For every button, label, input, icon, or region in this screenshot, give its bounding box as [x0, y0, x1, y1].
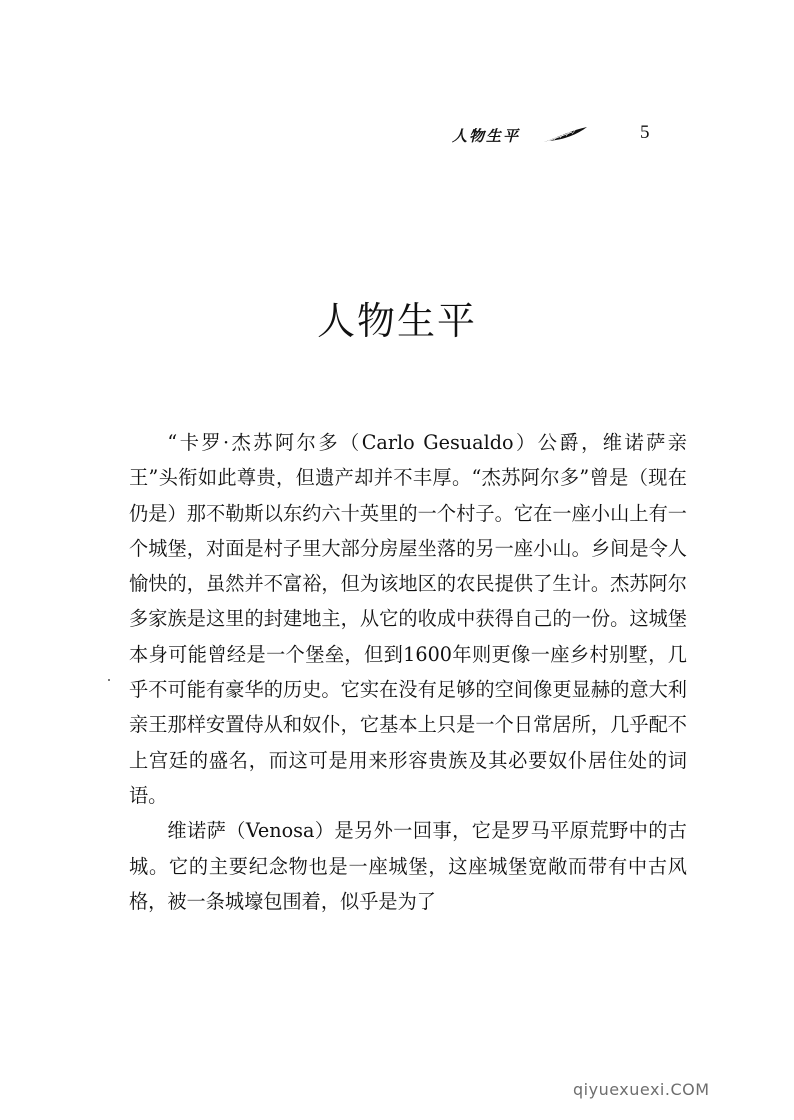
paragraph-venosa: 维诺萨（Venosa）是另外一回事，它是罗马平原荒野中的古城。它的主要纪念物也是一座城堡，这座城堡宽敞而带有中古风格，被一条城壕包围着，似乎是为了 — [129, 819, 687, 913]
site-watermark: qiyuexuexi.COM — [573, 1080, 710, 1099]
paragraph-carlo-gesualdo: “卡罗·杰苏阿尔多（Carlo Gesualdo）公爵，维诺萨亲王”头衔如此尊贵，但遗产却并不丰厚。“杰苏阿尔多”曾是（现在仍是）那不勒斯以东约六十英里的一个村子。它在一座小山上有一个城堡，对面是村子里大部分房屋坐落的另一座小山。乡间是令人愉快的，虽然并不富裕，但为该地区的农民提供了生计。杰苏阿尔多家族是这里的封建地主，从它的收成中获得自己的一份。这城堡本身可能曾经是一个堡垒，但到1600年则更像一座乡村别墅，几乎不可能有豪华的历史。它实在没有足够的空间像更显赫的意大利亲王那样安置侍从和奴仆，它基本上只是一个日常居所，几乎配不上宫廷的盛名，而这可是用来形容贵族及其必要奴仆居住处的词语。 — [129, 431, 687, 807]
chapter-title: 人物生平 — [316, 299, 477, 343]
body-text — [129, 425, 687, 919]
running-header — [452, 124, 588, 146]
feather-quill-icon — [542, 126, 588, 144]
page-number: 5 — [640, 122, 650, 143]
scan-speck — [108, 679, 110, 681]
running-header-title: 人物生平 — [452, 126, 521, 145]
